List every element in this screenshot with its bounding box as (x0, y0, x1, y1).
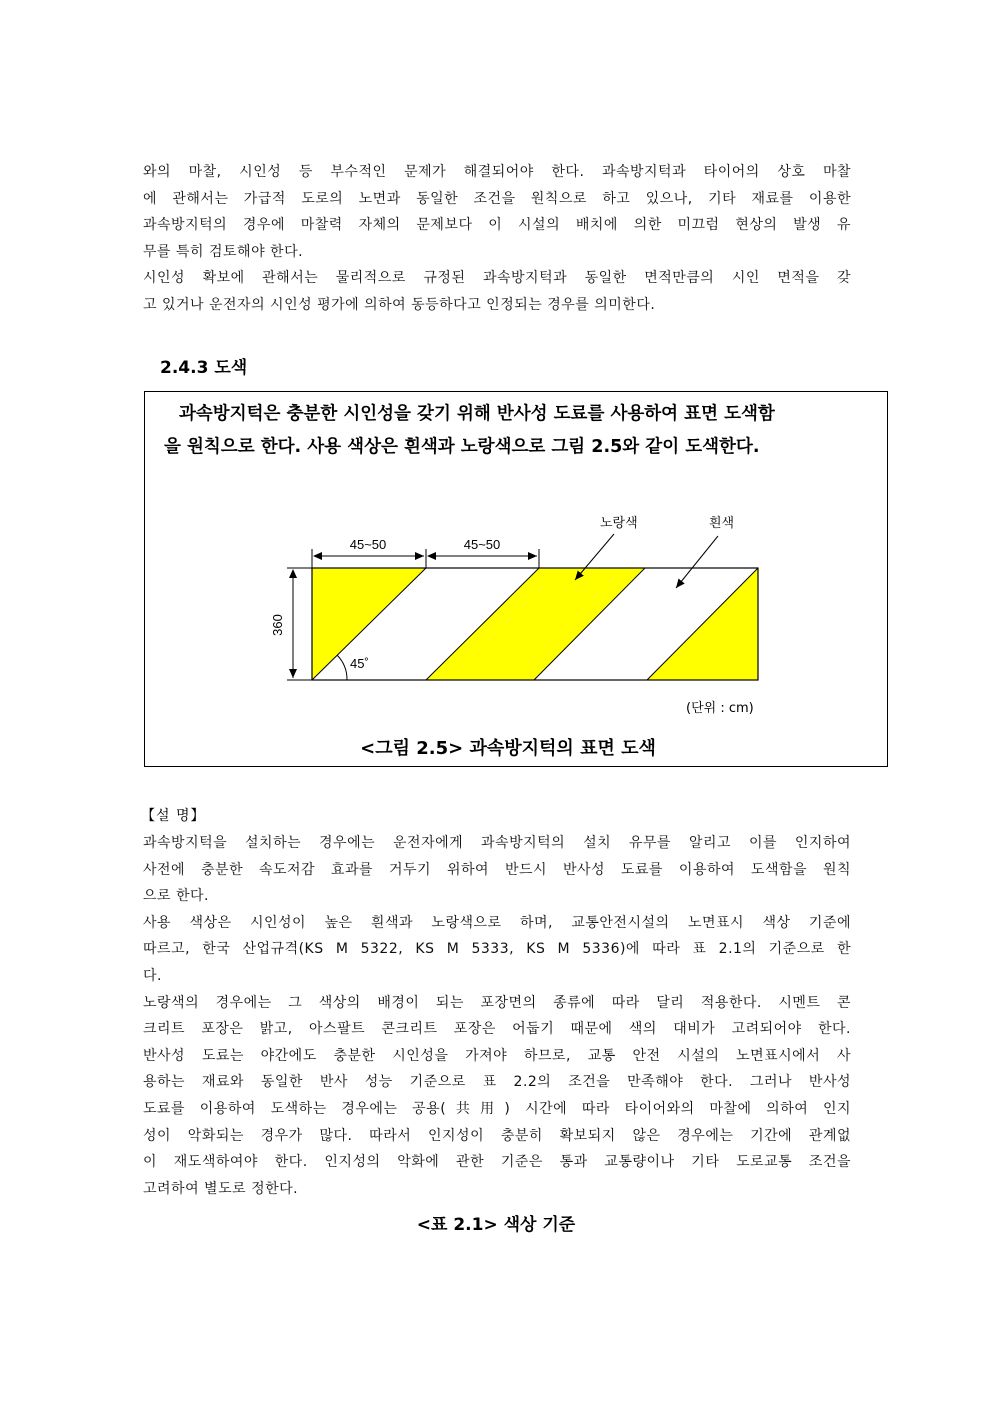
explain-line: 고려하여 별도로 정한다. (143, 1180, 299, 1197)
box-rule-line: 을 원칙으로 한다. 사용 색상은 흰색과 노랑색으로 그림 2.5와 같이 도색한다. (164, 437, 760, 457)
explain-line: 용하는 재료와 동일한 반사 성능 기준으로 표 2.2의 조건을 만족해야 한다. 그러나 반사성 (143, 1074, 851, 1091)
table-caption: <표 2.1> 색상 기준 (416, 1215, 576, 1235)
angle-label: 45˚ (350, 656, 369, 671)
intro-line: 에 관해서는 가급적 도로의 노면과 동일한 조건을 원칙으로 하고 있으나, 기타 재료를 이용한 (143, 190, 851, 207)
unit-label: (단위 : cm) (686, 701, 754, 716)
explain-line: 이 재도색하여야 한다. 인지성의 악화에 관한 기준은 통과 교통량이나 기타 도로교통 조건을 (143, 1154, 851, 1171)
explain-line: 따르고, 한국 산업규격(KS M 5322, KS M 5333, KS M 5336)에 따라 표 2.1의 기준으로 한 (143, 941, 851, 958)
explain-line: 크리트 포장은 밝고, 아스팔트 콘크리트 포장은 어둡기 때문에 색의 대비가 고려되어야 한다. (143, 1021, 851, 1038)
explain-line: 으로 한다. (143, 888, 209, 905)
intro-line: 시인성 확보에 관해서는 물리적으로 규정된 과속방지턱과 동일한 면적만큼의 시인 면적을 갖 (143, 270, 851, 287)
explain-paragraph (143, 830, 851, 1202)
explain-line: 노랑색의 경우에는 그 색상의 배경이 되는 포장면의 종류에 따라 달리 적용한다. 시멘트 콘 (143, 994, 851, 1011)
explain-header: 【설 명】 (141, 808, 206, 824)
explain-line: 성이 악화되는 경우가 많다. 따라서 인지성이 충분히 확보되지 않은 경우에는 기간에 관계없 (143, 1127, 851, 1144)
explain-line: 도료를 이용하여 도색하는 경우에는 공용(共用) 시간에 따라 타이어와의 마찰에 의하여 인지 (143, 1100, 851, 1117)
explain-line: 사전에 충분한 속도저감 효과를 거두기 위하여 반드시 반사성 도료를 이용하여 도색함을 원칙 (143, 861, 851, 878)
explain-line: 다. (143, 967, 162, 984)
explain-line: 과속방지턱을 설치하는 경우에는 운전자에게 과속방지턱의 설치 유무를 알리고 이를 인지하여 (143, 835, 851, 851)
explain-line: 반사성 도료는 야간에도 충분한 시인성을 가져야 하므로, 교통 안전 시설의 노면표시에서 사 (143, 1047, 851, 1064)
intro-line: 고 있거나 운전자의 시인성 평가에 의하여 동등하다고 인정되는 경우를 의미한다. (143, 296, 656, 313)
intro-line: 무를 특히 검토해야 한다. (143, 243, 304, 260)
section-heading: 2.4.3 도색 (160, 358, 248, 378)
explain-line: 사용 색상은 시인성이 높은 흰색과 노랑색으로 하며, 교통안전시설의 노면표시 색상 기준에 (143, 914, 851, 931)
figure-caption: <그림 2.5> 과속방지턱의 표면 도색 (360, 738, 656, 759)
intro-line: 과속방지턱의 경우에 마찰력 자체의 문제보다 이 시설의 배치에 의한 미끄럼 현상의 발생 유 (143, 217, 851, 234)
intro-line: 와의 마찰, 시인성 등 부수적인 문제가 해결되어야 한다. 과속방지턱과 타이어의 상호 마찰 (143, 164, 851, 180)
label-yellow: 노랑색 (600, 516, 638, 531)
box-rule-line: 과속방지턱은 충분한 시인성을 갖기 위해 반사성 도료를 사용하여 표면 도색함 (179, 404, 775, 424)
dim-label-2: 45~50 (463, 537, 501, 552)
dim-label-height: 360 (270, 614, 285, 636)
dim-label-1: 45~50 (349, 537, 387, 552)
label-white: 흰색 (709, 516, 735, 531)
